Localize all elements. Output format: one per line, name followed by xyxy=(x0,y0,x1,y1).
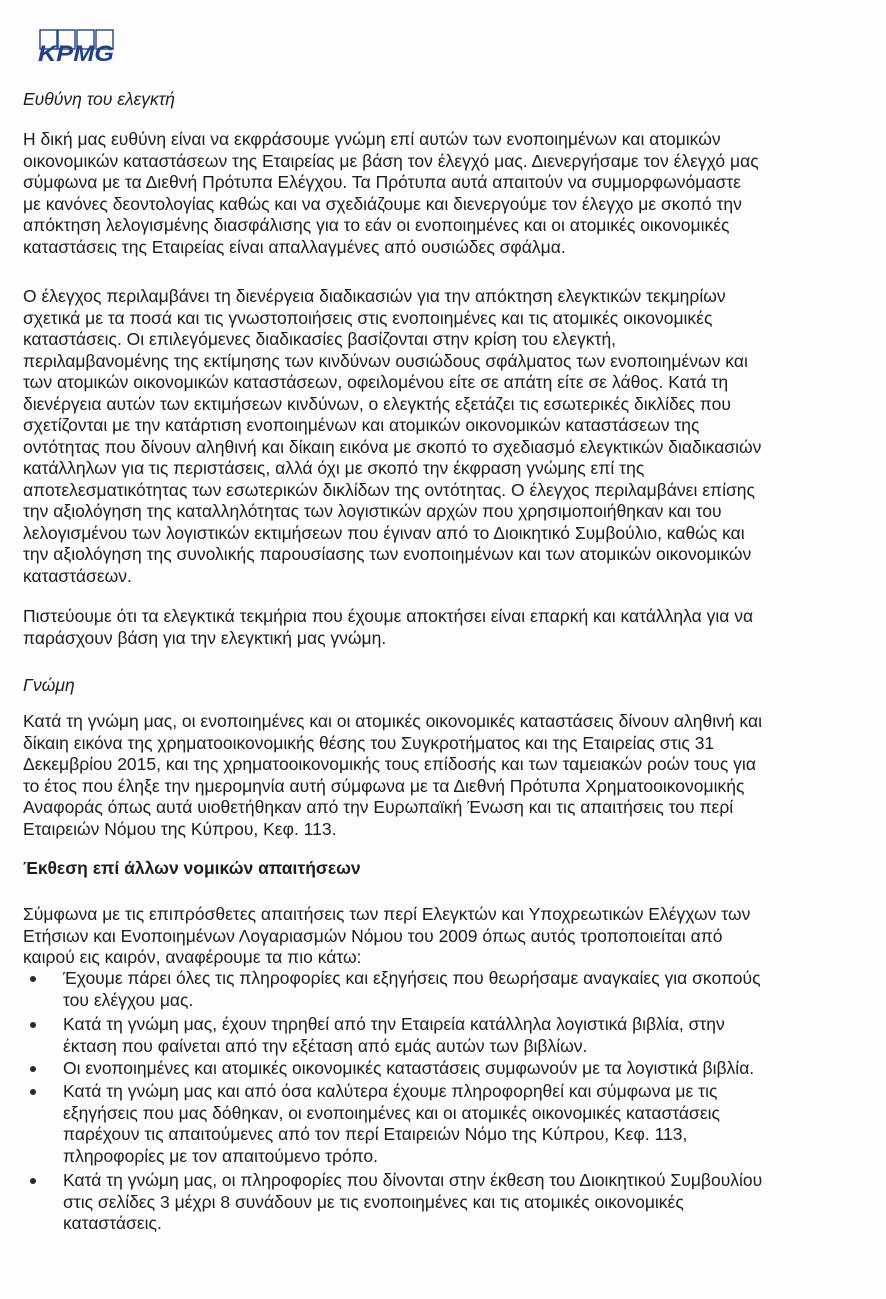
bullet-item xyxy=(63,1170,762,1235)
text-line: δίκαιη εικόνα της χρηματοοικονομικής θέσης του Συγκροτήματος και της Εταιρείας στις 31 xyxy=(23,732,715,753)
text-line: καταστάσεις. Οι επιλεγόμενες διαδικασίες βασίζονται στην κρίση του ελεγκτή, xyxy=(23,329,617,349)
text-line: περιλαμβανομένης της εκτίμησης των κινδύνων ουσιώδους σφάλματος των ενοποιημένων και xyxy=(23,350,748,371)
bullet-icon xyxy=(30,1066,36,1072)
text-line: πληροφορίες με τον απαιτούμενο τρόπο. xyxy=(63,1145,378,1166)
bullet-item xyxy=(63,1081,720,1167)
text-line: σχετικά με τα ποσά και τις γνωστοποιήσεις στις ενοποιημένες και τις ατομικές οικονομικές xyxy=(23,307,713,328)
section-heading-other-legal xyxy=(23,858,361,880)
text-line: Δεκεμβρίου 2015, και της χρηματοοικονομικής τους επίδοσής και των ταμειακών ροών τους για xyxy=(23,754,756,774)
text-line: Οι ενοποιημένες και ατομικές οικονομικές καταστάσεις συμφωνούν με τα λογιστικά βιβλία. xyxy=(63,1058,755,1078)
text-line: καιρού εις καιρόν, αναφέρουμε τα πιο κάτω: xyxy=(23,947,362,967)
text-line: του ελέγχου μας. xyxy=(63,989,194,1010)
text-line: Η δική μας ευθύνη είναι να εκφράσουμε γνώμη επί αυτών των ενοποιημένων και ατομικών xyxy=(23,129,721,149)
heading-text: Γνώμη xyxy=(23,675,75,695)
bullet-item xyxy=(63,1014,725,1057)
text-line: Κατά τη γνώμη μας και από όσα καλύτερα έχουμε πληροφορηθεί και σύμφωνα με τις xyxy=(63,1081,718,1101)
bullet-item xyxy=(63,968,761,1011)
logo-text: KPMG xyxy=(38,41,114,65)
text-line: Εταιρειών Νόμου της Κύπρου, Κεφ. 113. xyxy=(23,818,337,839)
text-line: σύμφωνα με τα Διεθνή Πρότυπα Ελέγχου. Τα Πρότυπα αυτά απαιτούν να συμμορφωνόμαστε xyxy=(23,172,741,192)
text-line: Έχουμε πάρει όλες τις πληροφορίες και εξηγήσεις που θεωρήσαμε αναγκαίες για σκοπούς xyxy=(63,968,761,988)
text-line: εξηγήσεις που μας δόθηκαν, οι ενοποιημένες και οι ατομικές οικονομικές καταστάσεις xyxy=(63,1102,720,1123)
text-line: το έτος που έληξε την ημερομηνία αυτή σύμφωνα με τα Διεθνή Πρότυπα Χρηματοοικονομικής xyxy=(23,775,745,796)
text-line: σχετίζονται με την κατάρτιση ενοποιημένων και ατομικών οικονομικών καταστάσεων της xyxy=(23,415,700,435)
heading-text: Ευθύνη του ελεγκτή xyxy=(23,89,176,109)
text-line: Σύμφωνα με τις επιπρόσθετες απαιτήσεις των περί Ελεγκτών και Υποχρεωτικών Ελέγχων των xyxy=(23,904,751,924)
paragraph xyxy=(23,129,759,258)
bullet-icon xyxy=(30,976,36,982)
text-line: κατάλληλων για τις περιστάσεις, αλλά όχι με σκοπό την έκφραση γνώμης επί της xyxy=(23,458,645,478)
paragraph xyxy=(23,711,762,840)
text-line: Ετήσιων και Ενοποιημένων Λογαριασμών Νόμου του 2009 όπως αυτός τροποποιείται από xyxy=(23,925,723,946)
text-line: των ατομικών οικονομικών καταστάσεων, οφειλομένου είτε σε απάτη είτε σε λάθος. Κατά τη xyxy=(23,372,729,392)
text-line: καταστάσεις της Εταιρείας είναι απαλλαγμένες από ουσιώδες σφάλμα. xyxy=(23,236,566,257)
text-line: παράσχουν βάση για την ελεγκτική μας γνώμη. xyxy=(23,627,387,648)
text-line: Αναφοράς όπως αυτά υιοθετήθηκαν από την Ευρωπαϊκή Ένωση και τις απαιτήσεις του περί xyxy=(23,797,734,817)
text-line: Κατά τη γνώμη μας, έχουν τηρηθεί από την Εταιρεία κατάλληλα λογιστικά βιβλία, στην xyxy=(63,1014,725,1034)
text-line: την αξιολόγηση της συνολικής παρουσίασης των ενοποιημένων και των ατομικών οικονομικών xyxy=(23,544,752,564)
text-line: Ο έλεγχος περιλαμβάνει τη διενέργεια διαδικασιών για την απόκτηση ελεγκτικών τεκμηρίων xyxy=(23,286,726,306)
text-line: αποτελεσματικότητας των εσωτερικών δικλίδων της οντότητας. Ο έλεγχος περιλαμβάνει επίσης xyxy=(23,479,755,500)
text-line: απόκτηση λελογισμένης διασφάλισης για το εάν οι ενοποιημένες και οι ατομικές οικονομικές xyxy=(23,215,730,235)
bullet-item xyxy=(63,1058,754,1080)
section-heading-opinion xyxy=(23,675,75,697)
text-line: παρέχουν τις απαιτούμενες από τον περί Εταιρειών Νόμο της Κύπρου, Κεφ. 113, xyxy=(63,1124,688,1144)
text-line: οντότητας που δίνουν αληθινή και δίκαιη εικόνα με σκοπό το σχεδιασμό ελεγκτικών διαδικασιών xyxy=(23,436,762,457)
bullet-icon xyxy=(30,1022,36,1028)
bullet-icon xyxy=(30,1089,36,1095)
heading-text: Έκθεση επί άλλων νομικών απαιτήσεων xyxy=(23,858,361,878)
text-line: καταστάσεις. xyxy=(63,1213,162,1233)
section-heading-auditor-responsibility xyxy=(23,89,175,111)
text-line: με κανόνες δεοντολογίας καθώς και να σχεδιάζουμε και διενεργούμε τον έλεγχο με σκοπό την xyxy=(23,193,742,214)
text-line: οικονομικών καταστάσεων της Εταιρείας με βάση τον έλεγχό μας. Διενεργήσαμε τον έλεγχό μας xyxy=(23,150,759,171)
paragraph xyxy=(23,606,753,649)
text-line: στις σελίδες 3 μέχρι 8 συνάδουν με τις ενοποιημένες και τις ατομικές οικονομικές xyxy=(63,1191,684,1212)
text-line: Πιστεύουμε ότι τα ελεγκτικά τεκμήρια που έχουμε αποκτήσει είναι επαρκή και κατάλληλα για να xyxy=(23,606,754,626)
text-line: Κατά τη γνώμη μας, οι πληροφορίες που δίνονται στην έκθεση του Διοικητικού Συμβουλίου xyxy=(63,1170,763,1190)
text-line: καταστάσεων. xyxy=(23,565,132,586)
paragraph xyxy=(23,286,761,587)
bullet-icon xyxy=(30,1178,36,1184)
text-line: Κατά τη γνώμη μας, οι ενοποιημένες και οι ατομικές οικονομικές καταστάσεις δίνουν αληθινή και xyxy=(23,711,762,731)
kpmg-logo xyxy=(36,27,118,65)
text-line: την αξιολόγηση της καταλληλότητας των λογιστικών αρχών που χρησιμοποιήθηκαν και του xyxy=(23,501,722,521)
text-line: λελογισμένου των λογιστικών εκτιμήσεων που έγιναν από το Διοικητικό Συμβούλιο, καθώς και xyxy=(23,522,745,543)
paragraph xyxy=(23,904,750,969)
text-line: έκταση που φαίνεται από την εξέταση από εμάς αυτών των βιβλίων. xyxy=(63,1035,588,1056)
text-line: διενέργεια αυτών των εκτιμήσεων κινδύνων, ο ελεγκτής εξετάζει τις εσωτερικές δικλίδες που xyxy=(23,393,731,414)
